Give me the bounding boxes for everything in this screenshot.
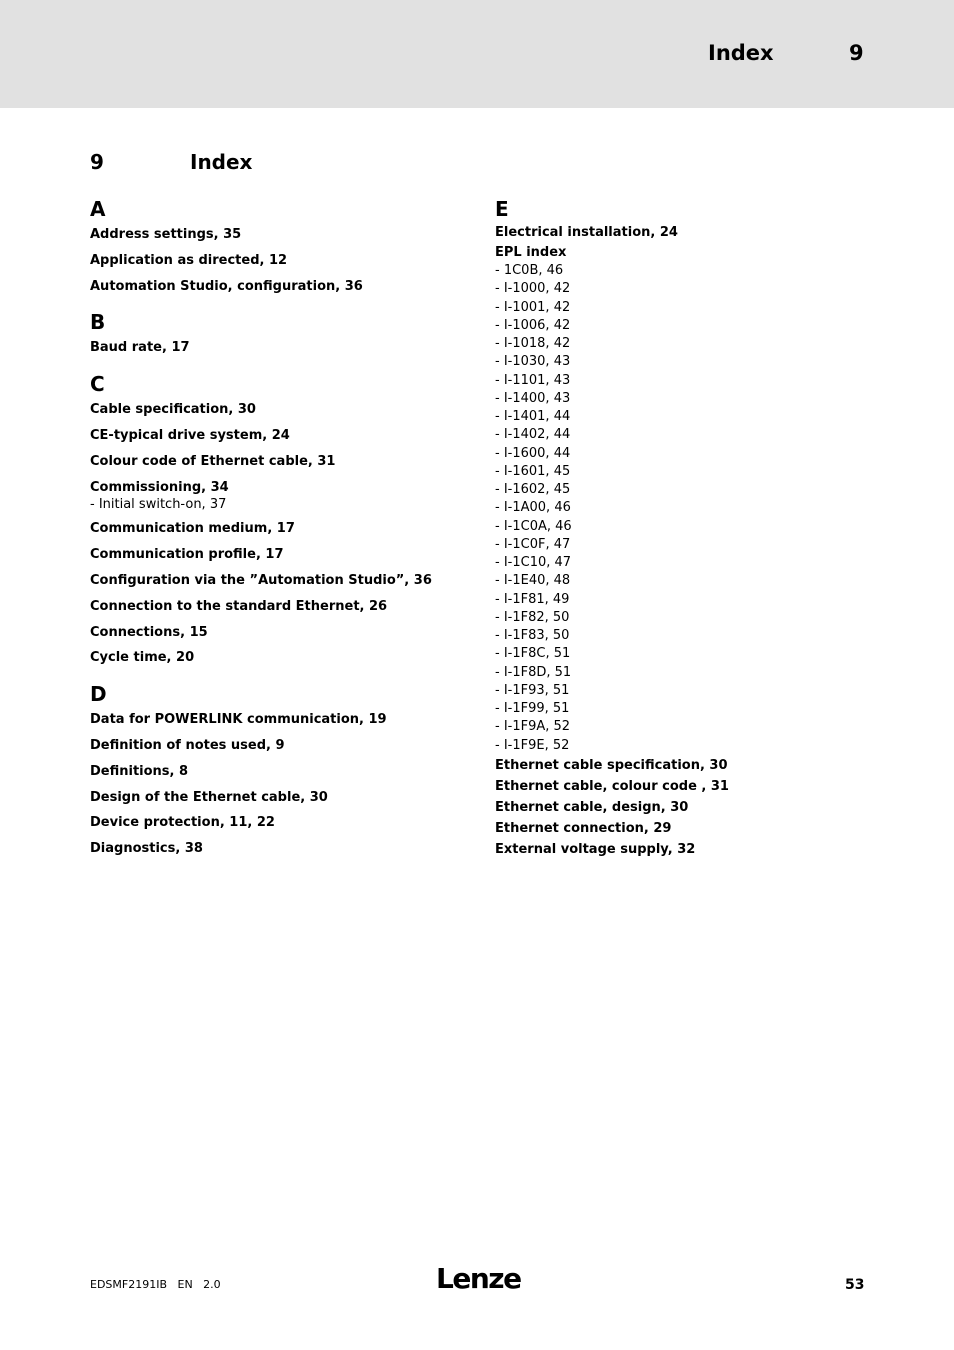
index-entry: EPL index <box>495 245 567 260</box>
section-letter: E <box>495 197 509 221</box>
index-entry: CE-typical drive system, 24 <box>90 427 290 443</box>
epl-index-subentries <box>495 262 895 755</box>
index-subentry: - I-1E40, 48 <box>495 573 571 589</box>
section-letter: B <box>90 310 106 335</box>
index-subentry: - I-1F82, 50 <box>495 609 570 625</box>
index-entry: Colour code of Ethernet cable, 31 <box>90 453 336 469</box>
index-subentry: - I-1F8C, 51 <box>495 646 571 662</box>
chapter-number: 9 <box>90 150 104 174</box>
index-section-a <box>90 196 470 299</box>
index-subentry: - I-1602, 45 <box>495 482 571 497</box>
index-entry: Application as directed, 12 <box>90 252 288 268</box>
index-subentry: - I-1601, 45 <box>495 463 571 479</box>
index-section-b <box>90 309 470 361</box>
page-header <box>0 0 954 108</box>
chapter-title: Index <box>190 150 253 174</box>
header-chapter-number: 9 <box>849 41 864 65</box>
index-subentry: - I-1F81, 49 <box>495 591 570 607</box>
index-subentry: - I-1C0F, 47 <box>495 536 571 552</box>
index-subentry: - I-1401, 44 <box>495 409 571 424</box>
index-subentry: - I-1F9A, 52 <box>495 719 571 735</box>
index-entry: Ethernet cable specification, 30 <box>495 757 728 773</box>
index-subentry: - I-1C0A, 46 <box>495 518 572 534</box>
index-entry: Cable specification, 30 <box>90 402 256 418</box>
index-subentry: - I-1C10, 47 <box>495 555 572 570</box>
index-entry: Device protection, 11, 22 <box>90 815 275 831</box>
index-entry: Ethernet cable, colour code , 31 <box>495 778 729 794</box>
index-entry: Address settings, 35 <box>90 227 242 242</box>
index-entry: Data for POWERLINK communication, 19 <box>90 712 387 728</box>
index-subentry: - I-1F93, 51 <box>495 682 570 698</box>
index-subentry: - I-1600, 44 <box>495 445 571 461</box>
index-entry: Automation Studio, configuration, 36 <box>90 278 363 294</box>
index-entry: Connection to the standard Ethernet, 26 <box>90 598 388 614</box>
index-section-d <box>90 681 470 862</box>
index-entry: Definition of notes used, 9 <box>90 737 285 753</box>
section-letter: D <box>90 682 107 707</box>
index-subentry: - I-1006, 42 <box>495 317 571 333</box>
index-subentry: - I-1A00, 46 <box>495 500 571 516</box>
index-subentry: - I-1001, 42 <box>495 299 571 315</box>
section-letter: C <box>90 372 105 397</box>
index-subentry: - I-1F83, 50 <box>495 628 570 643</box>
index-entry: Diagnostics, 38 <box>90 841 203 857</box>
index-subentry: - I-1402, 44 <box>495 427 571 443</box>
index-entry: Definitions, 8 <box>90 763 189 779</box>
index-section-c <box>90 371 470 671</box>
document-id: EDSMF2191IB EN 2.0 <box>90 1278 221 1291</box>
index-subentry: - I-1101, 43 <box>495 372 571 388</box>
lenze-logo: Lenze <box>436 1262 521 1295</box>
index-subentry: - 1C0B, 46 <box>495 263 564 278</box>
index-entry: External voltage supply, 32 <box>495 841 696 857</box>
index-subentry: - I-1F8D, 51 <box>495 664 572 680</box>
index-subentry: - Initial switch-on, 37 <box>90 497 227 513</box>
index-column-right <box>495 196 895 860</box>
index-entry: Communication profile, 17 <box>90 547 284 563</box>
index-entry: Commissioning, 34 <box>90 479 229 495</box>
index-subentry: - I-1000, 42 <box>495 281 571 297</box>
index-entries-after <box>495 755 895 860</box>
index-entry: Connections, 15 <box>90 624 208 640</box>
index-entry: Communication medium, 17 <box>90 521 295 537</box>
index-subentry: - I-1F99, 51 <box>495 701 570 716</box>
index-entry: Electrical installation, 24 <box>495 225 678 240</box>
index-entry: Ethernet connection, 29 <box>495 820 672 836</box>
index-subentry: - I-1400, 43 <box>495 390 571 406</box>
index-subentry: - I-1030, 43 <box>495 354 571 370</box>
index-entry: Cycle time, 20 <box>90 650 195 666</box>
index-subentry: - I-1018, 42 <box>495 336 571 351</box>
section-letter: A <box>90 197 106 221</box>
index-entry: Design of the Ethernet cable, 30 <box>90 789 328 805</box>
index-subentry: - I-1F9E, 52 <box>495 737 570 753</box>
index-entry: Configuration via the ”Automation Studio”, 36 <box>90 572 432 588</box>
index-entry: Baud rate, 17 <box>90 340 190 356</box>
index-entry: Ethernet cable, design, 30 <box>495 799 689 815</box>
index-column-left <box>90 196 470 872</box>
header-title: Index <box>708 41 774 65</box>
page-number: 53 <box>845 1277 865 1293</box>
